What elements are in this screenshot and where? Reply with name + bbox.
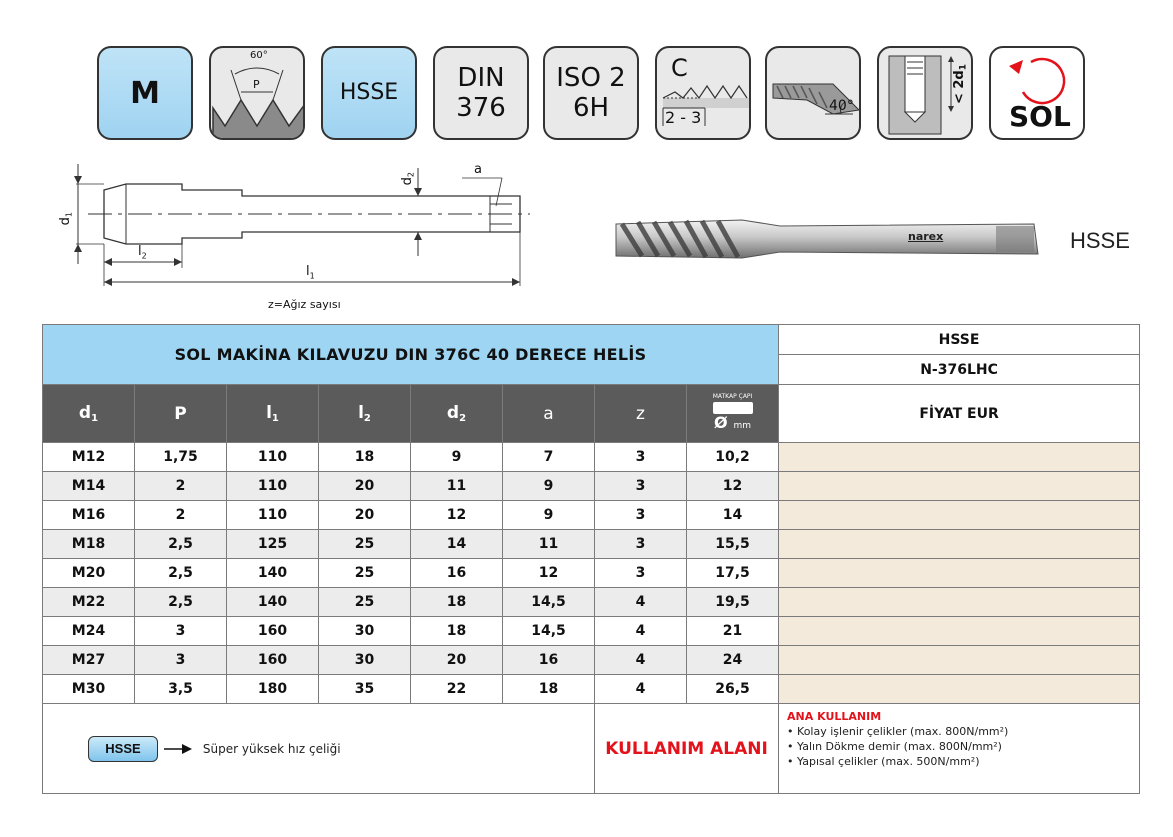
cell-d1: M14 [43, 472, 135, 501]
spec-table [42, 324, 1140, 794]
cell-d2: 20 [411, 646, 503, 675]
thread-pitch-label: P [253, 78, 260, 91]
norm-line-1: DIN [457, 63, 505, 93]
hole-depth-label: < $2d_1$ [952, 64, 969, 105]
tap-product-photo [612, 210, 1042, 268]
cell-p: 2,5 [135, 559, 227, 588]
cell-price [779, 559, 1140, 588]
cell-drill: 15,5 [687, 530, 779, 559]
metric-thread-letter: M [130, 75, 160, 111]
cell-z: 4 [595, 646, 687, 675]
material-badge-label: HSSE [339, 80, 399, 105]
col-header-d1: $d_1$ [43, 385, 135, 443]
cell-d2: 18 [411, 588, 503, 617]
cell-d1: M16 [43, 501, 135, 530]
cell-a: 9 [503, 501, 595, 530]
cell-z: 3 [595, 559, 687, 588]
cell-l2: 20 [319, 501, 411, 530]
usage-list-cell [779, 704, 1140, 794]
cell-l1: 140 [227, 588, 319, 617]
rotation-direction-label: SOL [1009, 100, 1071, 133]
cell-z: 3 [595, 443, 687, 472]
cell-d2: 22 [411, 675, 503, 704]
cell-d2: 11 [411, 472, 503, 501]
chamfer-value: 2 - 3 [665, 108, 702, 127]
cell-a: 16 [503, 646, 595, 675]
metric-thread-badge [97, 46, 193, 140]
flute-count-note: z=Ağız sayısı [268, 298, 341, 311]
cell-d1: M22 [43, 588, 135, 617]
l2-label: $l_2$ [138, 244, 147, 261]
spiral-flute-graphic [767, 48, 861, 140]
cell-l2: 30 [319, 646, 411, 675]
cell-l1: 160 [227, 646, 319, 675]
cell-l1: 110 [227, 501, 319, 530]
cell-p: 2 [135, 501, 227, 530]
blind-hole-icon [877, 46, 973, 140]
tap-photo-graphic [612, 210, 1042, 268]
cell-a: 9 [503, 472, 595, 501]
product-code: N-376LHC [779, 355, 1140, 385]
cell-a: 14,5 [503, 617, 595, 646]
cell-d2: 9 [411, 443, 503, 472]
cell-price [779, 472, 1140, 501]
cell-l2: 20 [319, 472, 411, 501]
cell-p: 2,5 [135, 530, 227, 559]
table-row [43, 646, 1140, 675]
tap-brand-mark: narex [908, 230, 944, 243]
tolerance-badge [543, 46, 639, 140]
material-badge [321, 46, 417, 140]
norm-line-2: 376 [456, 93, 506, 123]
cell-a: 14,5 [503, 588, 595, 617]
cell-l1: 110 [227, 443, 319, 472]
cell-d1: M24 [43, 617, 135, 646]
cell-d2: 12 [411, 501, 503, 530]
feature-icon-strip [97, 46, 1087, 142]
col-header-d2: $d_2$ [411, 385, 503, 443]
usage-item: • Kolay işlenir çelikler (max. 800N/mm²) [787, 725, 1009, 738]
cell-price [779, 501, 1140, 530]
cell-l1: 180 [227, 675, 319, 704]
table-row [43, 675, 1140, 704]
helix-angle-label: 40° [829, 98, 854, 114]
hsse-legend-badge: HSSE [88, 736, 158, 762]
col-header-l1: $l_1$ [227, 385, 319, 443]
col-header-a: a [503, 385, 595, 443]
cell-a: 7 [503, 443, 595, 472]
cell-l2: 30 [319, 617, 411, 646]
thread-profile-graphic [211, 48, 305, 140]
l1-label: $l_1$ [306, 264, 315, 281]
col-header-drill [687, 385, 779, 443]
legend-cell [43, 704, 595, 794]
cell-drill: 14 [687, 501, 779, 530]
col-header-z: z [595, 385, 687, 443]
cell-l1: 140 [227, 559, 319, 588]
cell-l2: 25 [319, 559, 411, 588]
diameter-symbol: Ø [713, 413, 728, 432]
cell-p: 1,75 [135, 443, 227, 472]
chamfer-letter: C [671, 54, 688, 82]
cell-p: 3 [135, 646, 227, 675]
table-row [43, 559, 1140, 588]
thread-profile-icon [209, 46, 305, 140]
drill-unit: mm [733, 421, 752, 431]
cell-l1: 110 [227, 472, 319, 501]
cell-price [779, 443, 1140, 472]
tolerance-line-1: ISO 2 [556, 63, 626, 93]
tap-outline-graphic [50, 160, 540, 310]
cell-l2: 35 [319, 675, 411, 704]
material-header: HSSE [779, 325, 1140, 355]
table-row [43, 617, 1140, 646]
spiral-flute-icon [765, 46, 861, 140]
cell-d1: M12 [43, 443, 135, 472]
arrow-right-icon [164, 743, 192, 755]
table-row [43, 530, 1140, 559]
a-label: a [474, 162, 482, 177]
chamfer-icon [655, 46, 751, 140]
cell-price [779, 530, 1140, 559]
tap-dimension-drawing [50, 160, 540, 310]
legend-description: Süper yüksek hız çeliği [202, 741, 341, 756]
cell-l2: 25 [319, 588, 411, 617]
cell-z: 3 [595, 530, 687, 559]
cell-z: 4 [595, 675, 687, 704]
footer-row [43, 704, 1140, 794]
col-header-l2: $l_2$ [319, 385, 411, 443]
d1-label: $d_1$ [58, 212, 74, 226]
price-header: FİYAT EUR [779, 385, 1140, 443]
cell-price [779, 675, 1140, 704]
cell-d2: 14 [411, 530, 503, 559]
cell-l2: 18 [319, 443, 411, 472]
thread-angle-label: 60° [250, 50, 268, 61]
cell-l2: 25 [319, 530, 411, 559]
table-title: SOL MAKİNA KILAVUZU DIN 376C 40 DERECE HELİS [43, 325, 779, 385]
table-row [43, 588, 1140, 617]
cell-d1: M20 [43, 559, 135, 588]
cell-d1: M30 [43, 675, 135, 704]
cell-a: 18 [503, 675, 595, 704]
d2-label: $d_2$ [400, 172, 416, 186]
cell-drill: 19,5 [687, 588, 779, 617]
usage-item: • Yalın Dökme demir (max. 800N/mm²) [787, 740, 1002, 753]
usage-title: ANA KULLANIM [787, 710, 882, 723]
usage-area-label: KULLANIM ALANI [595, 704, 779, 794]
cell-p: 2,5 [135, 588, 227, 617]
drill-header-caption: MATKAP ÇAPI [712, 393, 753, 400]
cell-z: 3 [595, 472, 687, 501]
cell-l1: 125 [227, 530, 319, 559]
cell-d1: M27 [43, 646, 135, 675]
column-header-row [43, 385, 1140, 443]
cell-drill: 26,5 [687, 675, 779, 704]
tolerance-line-2: 6H [572, 93, 610, 123]
cell-l1: 160 [227, 617, 319, 646]
cell-z: 4 [595, 617, 687, 646]
cell-z: 3 [595, 501, 687, 530]
table-row [43, 501, 1140, 530]
cell-price [779, 646, 1140, 675]
cell-d2: 18 [411, 617, 503, 646]
table-row [43, 443, 1140, 472]
cell-price [779, 617, 1140, 646]
left-hand-rotation-icon [989, 46, 1085, 140]
cell-z: 4 [595, 588, 687, 617]
cell-p: 2 [135, 472, 227, 501]
table-row [43, 472, 1140, 501]
cell-drill: 21 [687, 617, 779, 646]
cell-drill: 12 [687, 472, 779, 501]
tap-material-label: HSSE [1070, 228, 1130, 253]
cell-drill: 24 [687, 646, 779, 675]
cell-a: 12 [503, 559, 595, 588]
usage-item: • Yapısal çelikler (max. 500N/mm²) [787, 755, 980, 768]
cell-d1: M18 [43, 530, 135, 559]
cell-a: 11 [503, 530, 595, 559]
table-title-row [43, 325, 1140, 355]
cell-drill: 17,5 [687, 559, 779, 588]
cell-price [779, 588, 1140, 617]
col-header-p: P [135, 385, 227, 443]
cell-p: 3,5 [135, 675, 227, 704]
norm-badge [433, 46, 529, 140]
cell-d2: 16 [411, 559, 503, 588]
cell-drill: 10,2 [687, 443, 779, 472]
cell-p: 3 [135, 617, 227, 646]
